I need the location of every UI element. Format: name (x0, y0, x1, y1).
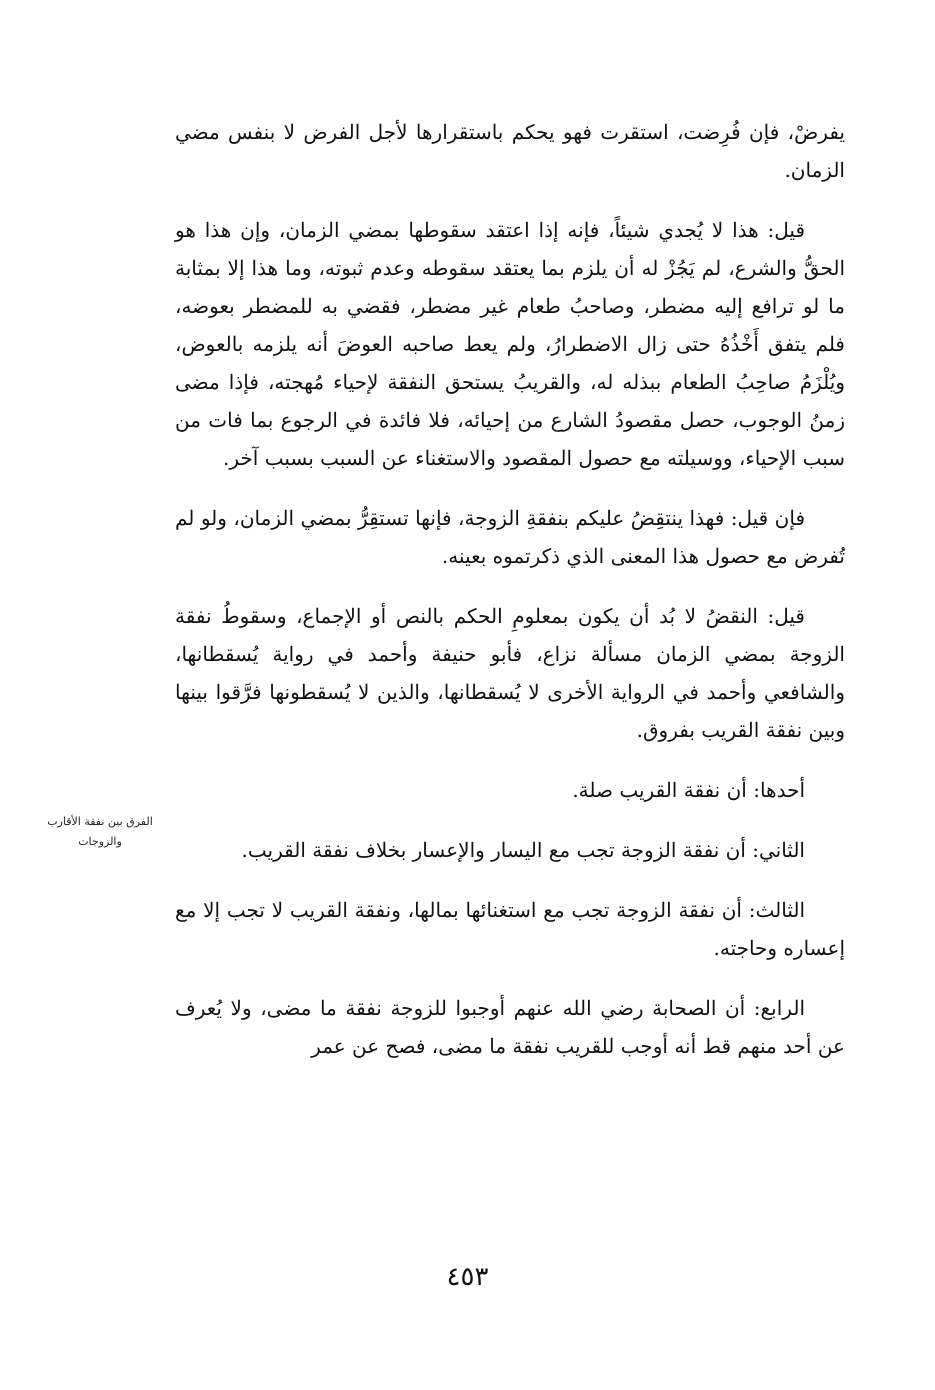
page-number: ٤٥٣ (446, 1262, 489, 1292)
paragraph-3: فإن قيل: فهذا ينتقِضُ عليكم بنفقةِ الزوجة، فإنها تستقِرُّ بمضي الزمان، ولو لم تُفرض مع حصول هذا المعنى الذي ذكرتموه بعينه. (175, 506, 845, 568)
paragraph-6: الثاني: أن نفقة الزوجة تجب مع اليسار والإعسار بخلاف نفقة القريب. (241, 838, 805, 862)
paragraph-8: الرابع: أن الصحابة رضي الله عنهم أوجبوا للزوجة نفقة ما مضى، ولا يُعرف عن أحد منهم قط أنه أوجب للقريب نفقة ما مضى، فصح عن عمر (175, 996, 845, 1058)
main-text (175, 113, 845, 1087)
paragraph-1: يفرضْ، فإن فُرِضت، استقرت فهو يحكم باستقرارها لأجل الفرض لا بنفس مضي الزمان. (175, 120, 845, 182)
paragraph-5: أحدها: أن نفقة القريب صلة. (572, 778, 805, 802)
paragraph-4: قيل: النقضُ لا بُد أن يكون بمعلومِ الحكم بالنص أو الإجماع، وسقوطُ نفقة الزوجة بمضي الزمان مسألة نزاع، فأبو حنيفة وأحمد في رواية يُسقطانها، والشافعي وأحمد في الرواية الأخرى لا يُسقطانها، والذين لا يُسقطونها فرَّقوا بينها وبين نفقة القريب بفروق. (175, 604, 845, 742)
paragraph-2: قيل: هذا لا يُجدي شيئاً، فإنه إذا اعتقد سقوطها بمضي الزمان، وإن هذا هو الحقُّ والشرع، لم يَجُزْ له أن يلزم بما يعتقد سقوطه وعدم ثبوته، وما هذا إلا بمثابة ما لو ترافع إليه مضطر، وصاحبُ طعام غير مضطر، فقضي به للمضطر بعوضه، فلم يتفق أَخْذُهُ حتى زال الاضطرارُ، ولم يعط صاحبه العوضَ أنه يلزمه بالعوض، ويُلْزَمُ صاحِبُ الطعام ببذله له، والقريبُ يستحق النفقة لإحياء مُهجته، فإذا مضى زمنُ الوجوب، حصل مقصودُ الشارع من إحيائه، فلا فائدة في الرجوع بما فات من سبب الإحياء، ووسيلته مع حصول المقصود والاستغناء عن السبب بسبب آخر. (175, 218, 845, 470)
paragraph-7: الثالث: أن نفقة الزوجة تجب مع استغنائها بمالها، ونفقة القريب لا تجب إلا مع إعساره وحاجته. (175, 898, 845, 960)
margin-note: الفرق بين نفقة الأقارب والزوجات (47, 815, 153, 848)
